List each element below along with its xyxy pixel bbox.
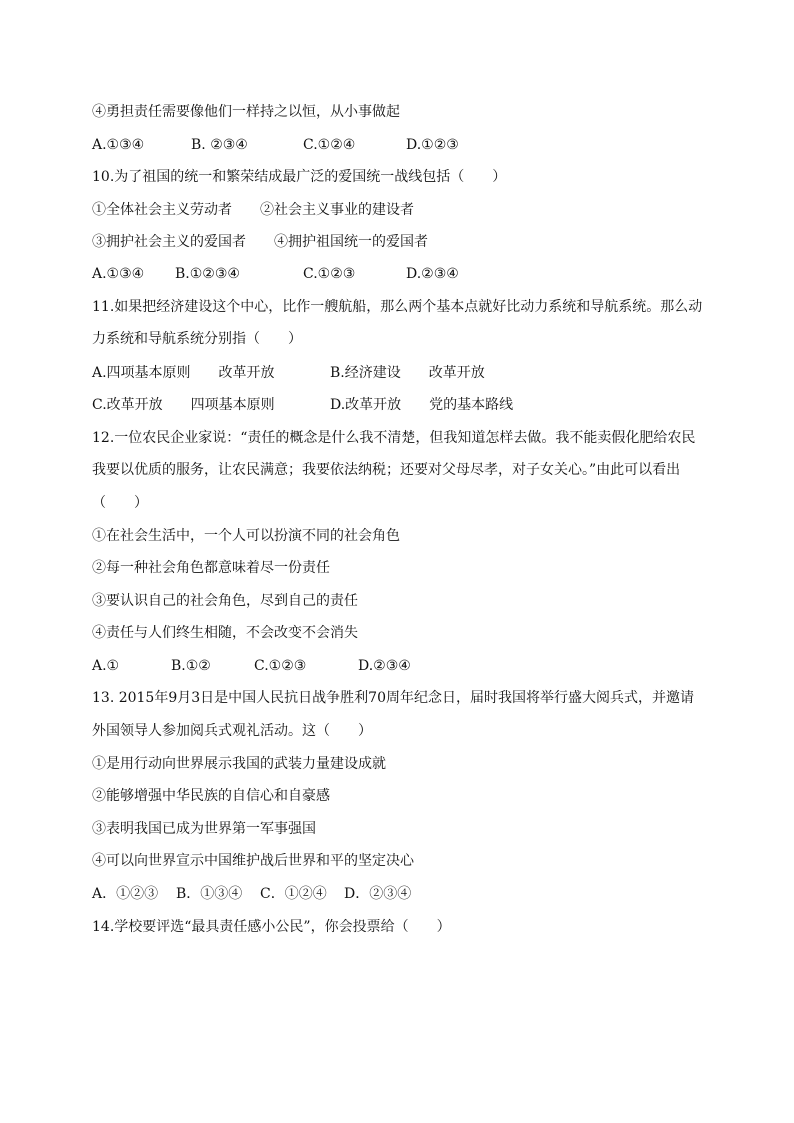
q13-option-a: A．①②③ xyxy=(92,886,159,902)
q9-option-d: D.①②③ xyxy=(406,137,459,153)
q12-stem-line-1: 12.一位农民企业家说：“责任的概念是什么我不清楚，但我知道怎样去做。我不能卖假化肥给农民 xyxy=(92,430,696,446)
q10-option-d: D.②③④ xyxy=(406,266,459,282)
q12-item-4: ④责任与人们终生相随，不会改变不会消失 xyxy=(92,625,358,641)
q9-option-a: A.①③④ xyxy=(92,137,145,153)
q11-option-d: D.改革开放 党的基本路线 xyxy=(330,397,514,413)
q12-option-d: D.②③④ xyxy=(358,658,411,674)
q13-option-d: D．②③④ xyxy=(344,886,412,902)
q10-option-a: A.①③④ xyxy=(92,266,145,282)
q10-items-row-1: ①全体社会主义劳动者 ②社会主义事业的建设者 xyxy=(92,202,414,218)
q9-option-b: B. ②③④ xyxy=(191,137,248,153)
q12-item-3: ③要认识自己的社会角色，尽到自己的责任 xyxy=(92,593,358,609)
q12-option-c: C.①②③ xyxy=(254,658,307,674)
q12-option-a: A.① xyxy=(92,658,120,674)
q12-stem-line-3: （ ） xyxy=(92,495,148,511)
q11-option-a: A.四项基本原则 改革开放 xyxy=(92,365,275,381)
q13-item-1: ①是用行动向世界展示我国的武装力量建设成就 xyxy=(92,756,386,772)
q10-option-b: B.①②③④ xyxy=(175,266,240,282)
q10-items-row-2: ③拥护社会主义的爱国者 ④拥护祖国统一的爱国者 xyxy=(92,234,428,250)
q11-stem-line-1: 11.如果把经济建设这个中心，比作一艘航船，那么两个基本点就好比动力系统和导航系统。那么动 xyxy=(92,299,703,315)
q9-item-4: ④勇担责任需要像他们一样持之以恒，从小事做起 xyxy=(92,104,400,120)
q13-option-c: C．①②④ xyxy=(260,886,327,902)
q12-item-1: ①在社会生活中，一个人可以扮演不同的社会角色 xyxy=(92,528,400,544)
q13-stem-line-1: 13. 2015年9月3日是中国人民抗日战争胜利70周年纪念日，届时我国将举行盛大阅兵式，并邀请 xyxy=(92,690,694,706)
q13-item-4: ④可以向世界宣示中国维护战后世界和平的坚定决心 xyxy=(92,853,414,869)
q12-item-2: ②每一种社会角色都意味着尽一份责任 xyxy=(92,560,330,576)
q11-stem-line-2: 力系统和导航系统分别指（ ） xyxy=(92,331,302,347)
q13-stem-line-2: 外国领导人参加阅兵式观礼活动。这（ ） xyxy=(92,723,372,739)
q10-option-c: C.①②③ xyxy=(303,266,356,282)
q12-stem-line-2: 我要以优质的服务，让农民满意；我要依法纳税；还要对父母尽孝，对子女关心。”由此可以看出 xyxy=(92,462,681,478)
q9-option-c: C.①②④ xyxy=(303,137,356,153)
q13-item-3: ③表明我国已成为世界第一军事强国 xyxy=(92,821,316,837)
q14-stem: 14.学校要评选“最具责任感小公民”，你会投票给（ ） xyxy=(92,919,451,935)
q12-option-b: B.①② xyxy=(171,658,211,674)
q13-item-2: ②能够增强中华民族的自信心和自豪感 xyxy=(92,788,330,804)
q11-option-b: B.经济建设 改革开放 xyxy=(330,365,485,381)
q13-option-b: B．①③④ xyxy=(176,886,243,902)
q11-option-c: C.改革开放 四项基本原则 xyxy=(92,397,275,413)
q10-stem: 10.为了祖国的统一和繁荣结成最广泛的爱国统一战线包括（ ） xyxy=(92,169,507,185)
